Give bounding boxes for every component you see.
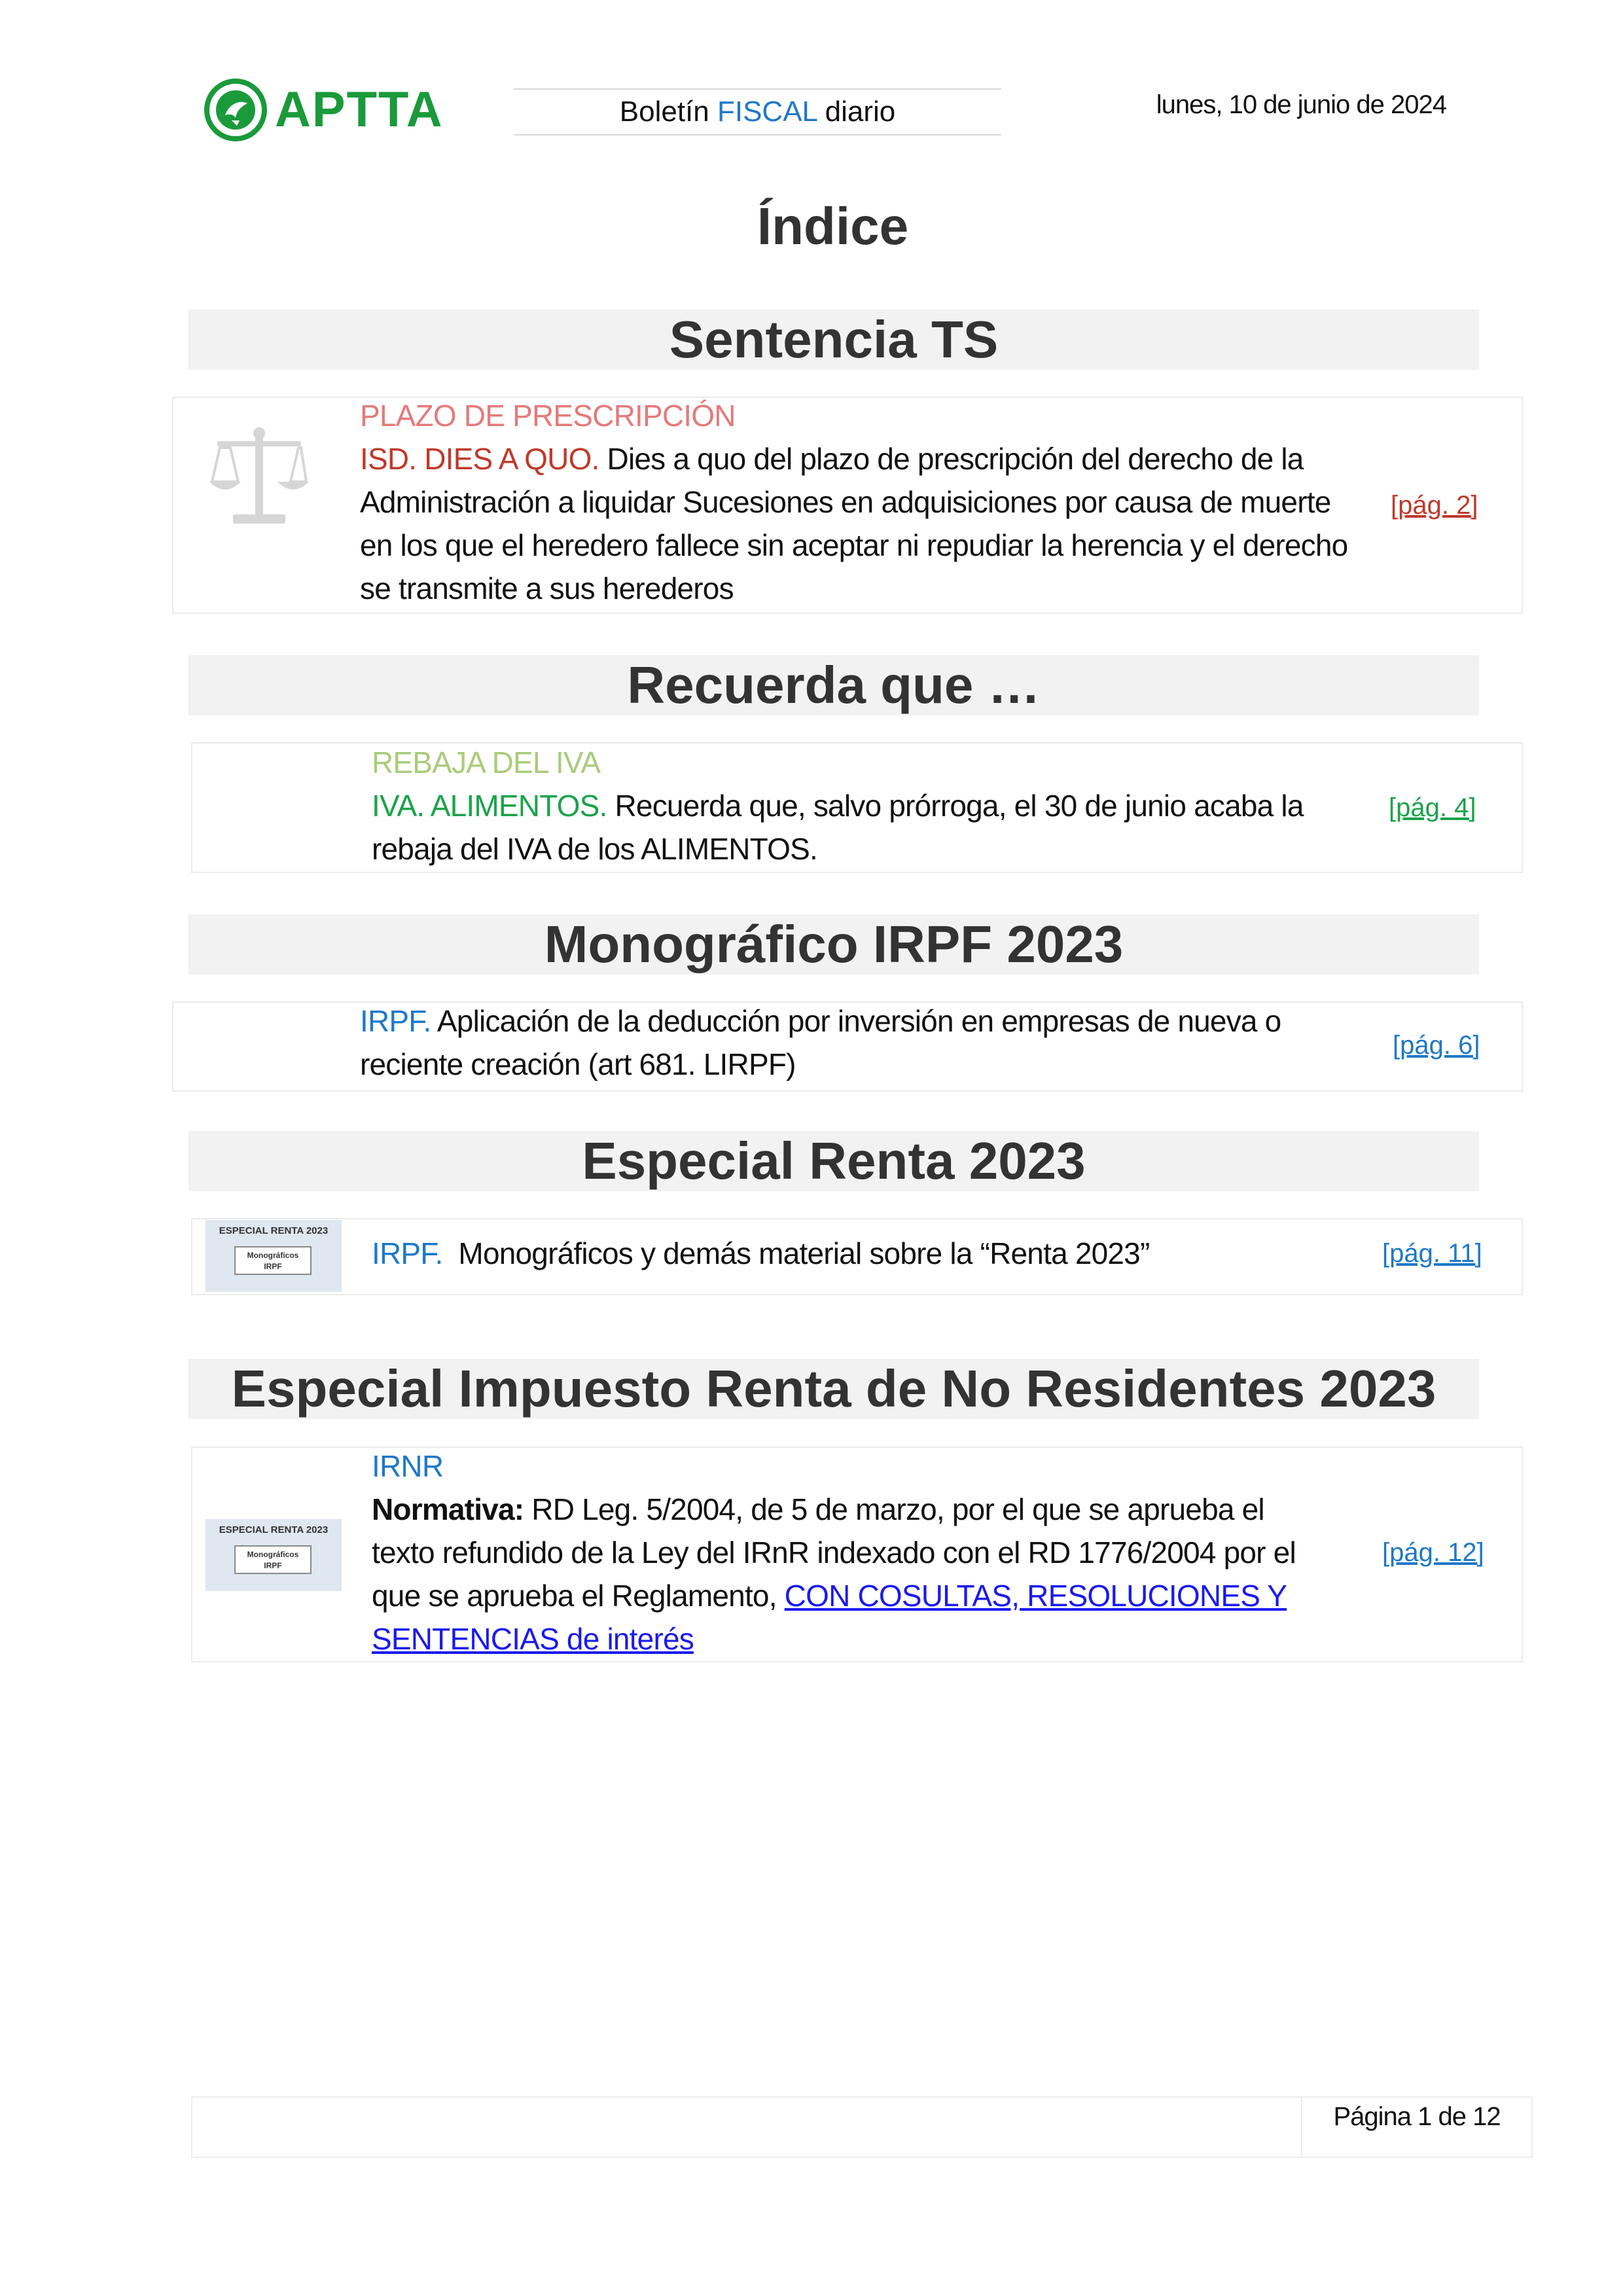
entry-line (360, 999, 1381, 1043)
entry-line: Administración a liquidar Sucesiones en adquisiciones por causa de muerte (360, 485, 1331, 519)
scales-icon (208, 425, 310, 530)
entry-text: Monográficos y demás material sobre la “Renta 2023” (442, 1236, 1150, 1270)
page-link-6[interactable]: [pág. 6] (1393, 1031, 1480, 1060)
bulletin-title (620, 96, 895, 128)
consultas-link-continued[interactable]: SENTENCIAS de interés (372, 1622, 694, 1656)
entry-lead: IRPF. (372, 1236, 443, 1270)
logo-text: APTTA (275, 82, 444, 137)
entry-bold-lead: Normativa: (372, 1492, 524, 1526)
entry-lead: IVA. ALIMENTOS. (372, 789, 607, 823)
entry-line: reciente creación (art 681. LIRPF) (360, 1047, 796, 1081)
aptta-logo (203, 77, 275, 143)
entry-text: que se aprueba el Reglamento, (372, 1579, 785, 1613)
scales-icon-wrap (208, 425, 310, 533)
thumbnail-button (234, 1545, 312, 1574)
page-link-4[interactable]: [pág. 4] (1389, 793, 1476, 822)
entry-line (372, 784, 1380, 827)
entry-line (372, 1574, 1380, 1617)
section-bar-monografico-irpf: Monográfico IRPF 2023 (188, 914, 1479, 975)
entry-line: texto refundido de la Ley del IRnR indexado con el RD 1776/2004 por el (372, 1535, 1296, 1570)
especial-renta-thumbnail[interactable] (205, 1220, 342, 1292)
entry-line: rebaja del IVA de los ALIMENTOS. (372, 832, 817, 866)
entry-line: en los que el heredero fallece sin aceptar ni repudiar la herencia y el derecho (360, 528, 1348, 562)
thumbnail-button (234, 1246, 312, 1275)
section-bar-especial-renta: Especial Renta 2023 (188, 1131, 1479, 1191)
entry-lead: ISD. DIES A QUO. (360, 442, 599, 476)
section-bar-especial-irnr: Especial Impuesto Renta de No Residentes 2023 (188, 1359, 1479, 1419)
thumbnail-title: ESPECIAL RENTA 2023 (219, 1225, 329, 1236)
thumbnail-button-line: Monográficos (247, 1251, 299, 1260)
entry-line (372, 1617, 1380, 1660)
entry-text: Aplicación de la deducción por inversión en empresas de nueva o (431, 1004, 1281, 1038)
especial-irnr-thumbnail[interactable] (205, 1519, 342, 1591)
entry-line (372, 1232, 1380, 1275)
page-link-12[interactable]: [pág. 12] (1382, 1538, 1484, 1567)
entry-line: se transmite a sus herederos (360, 571, 734, 605)
section-bar-recuerda-que: Recuerda que … (188, 655, 1479, 715)
consultas-link[interactable]: CON COSULTAS, RESOLUCIONES Y (784, 1579, 1287, 1613)
bulletin-suffix: diario (817, 96, 896, 128)
index-title: Índice (757, 197, 909, 255)
category-label: IRNR (372, 1449, 444, 1483)
bulletin-prefix: Boletín (619, 96, 717, 128)
section-bar-sentencia-ts: Sentencia TS (188, 310, 1479, 370)
thumbnail-title: ESPECIAL RENTA 2023 (219, 1524, 329, 1535)
page-link-2[interactable]: [pág. 2] (1391, 491, 1478, 520)
entry-text: Dies a quo del plazo de prescripción del derecho de la (599, 442, 1304, 476)
category-label: REBAJA DEL IVA (372, 745, 601, 780)
entry-line (372, 1488, 1380, 1531)
entry-line (360, 437, 1381, 480)
footer-divider (1301, 2096, 1302, 2157)
thumbnail-button-line: IRPF (264, 1561, 282, 1570)
entry-lead: IRPF. (360, 1004, 431, 1038)
page-number: Página 1 de 12 (1333, 2102, 1501, 2131)
thumbnail-button-line: IRPF (264, 1262, 282, 1271)
page-link-11[interactable]: [pág. 11] (1382, 1239, 1482, 1268)
entry-text: Recuerda que, salvo prórroga, el 30 de junio acaba la (607, 789, 1304, 823)
aptta-logo-icon (203, 77, 268, 143)
entry-text: RD Leg. 5/2004, de 5 de marzo, por el que se aprueba el (524, 1492, 1264, 1526)
bulletin-fiscal: FISCAL (717, 96, 817, 128)
bulletin-title-box (514, 88, 1001, 135)
issue-date: lunes, 10 de junio de 2024 (1156, 90, 1446, 119)
thumbnail-button-line: Monográficos (247, 1550, 299, 1559)
category-label: PLAZO DE PRESCRIPCIÓN (360, 399, 736, 433)
